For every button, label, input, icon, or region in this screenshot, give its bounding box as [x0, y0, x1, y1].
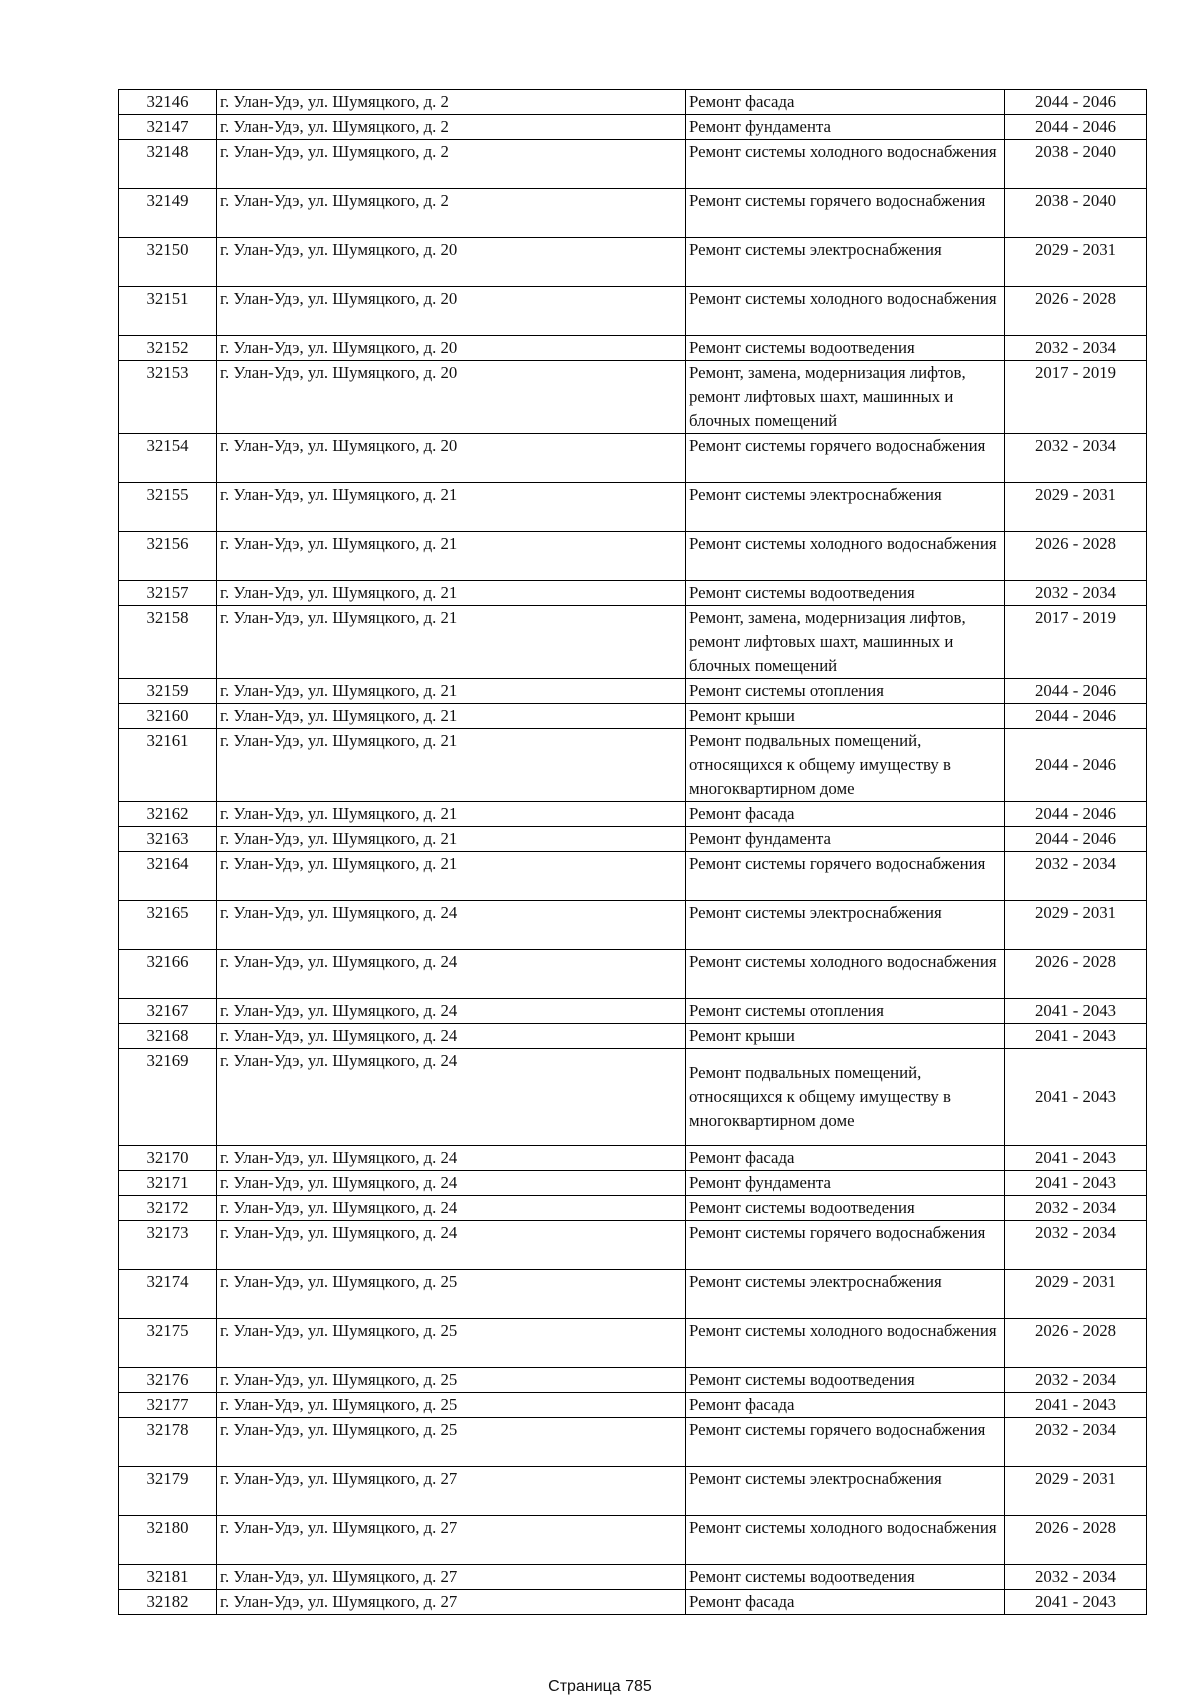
address-cell: г. Улан-Удэ, ул. Шумяцкого, д. 2 — [217, 140, 686, 189]
table-row — [119, 90, 1147, 115]
period-cell: 2038 - 2040 — [1005, 140, 1147, 189]
period-cell: 2038 - 2040 — [1005, 189, 1147, 238]
record-id-cell: 32165 — [119, 901, 217, 950]
record-id-cell: 32174 — [119, 1270, 217, 1319]
table-row — [119, 729, 1147, 802]
address-cell: г. Улан-Удэ, ул. Шумяцкого, д. 25 — [217, 1393, 686, 1418]
table-row — [119, 1024, 1147, 1049]
record-id-cell: 32176 — [119, 1368, 217, 1393]
work-type-cell: Ремонт системы горячего водоснабжения — [686, 189, 1005, 238]
table-row — [119, 852, 1147, 901]
record-id-cell: 32169 — [119, 1049, 217, 1146]
work-type-cell: Ремонт системы холодного водоснабжения — [686, 1319, 1005, 1368]
address-cell: г. Улан-Удэ, ул. Шумяцкого, д. 20 — [217, 287, 686, 336]
table-row — [119, 581, 1147, 606]
work-type-cell: Ремонт, замена, модернизация лифтов, ремонт лифтовых шахт, машинных и блочных помещений — [686, 606, 1005, 679]
work-type-cell: Ремонт крыши — [686, 1024, 1005, 1049]
work-type-cell: Ремонт системы отопления — [686, 999, 1005, 1024]
work-type-cell: Ремонт системы горячего водоснабжения — [686, 852, 1005, 901]
address-cell: г. Улан-Удэ, ул. Шумяцкого, д. 21 — [217, 483, 686, 532]
record-id-cell: 32155 — [119, 483, 217, 532]
address-cell: г. Улан-Удэ, ул. Шумяцкого, д. 27 — [217, 1590, 686, 1615]
address-cell: г. Улан-Удэ, ул. Шумяцкого, д. 21 — [217, 679, 686, 704]
work-type-cell: Ремонт фундамента — [686, 1171, 1005, 1196]
table-row — [119, 901, 1147, 950]
table-row — [119, 434, 1147, 483]
address-cell: г. Улан-Удэ, ул. Шумяцкого, д. 24 — [217, 950, 686, 999]
table-row — [119, 1270, 1147, 1319]
repair-schedule-table — [118, 89, 1147, 1615]
period-cell: 2026 - 2028 — [1005, 532, 1147, 581]
period-cell: 2041 - 2043 — [1005, 1393, 1147, 1418]
table-row — [119, 1516, 1147, 1565]
table-row — [119, 704, 1147, 729]
work-type-cell: Ремонт системы электроснабжения — [686, 483, 1005, 532]
period-cell: 2017 - 2019 — [1005, 606, 1147, 679]
period-cell: 2029 - 2031 — [1005, 483, 1147, 532]
period-cell: 2041 - 2043 — [1005, 1171, 1147, 1196]
record-id-cell: 32179 — [119, 1467, 217, 1516]
table-body — [119, 90, 1147, 1615]
work-type-cell: Ремонт системы электроснабжения — [686, 1467, 1005, 1516]
record-id-cell: 32147 — [119, 115, 217, 140]
table-row — [119, 336, 1147, 361]
table-row — [119, 1418, 1147, 1467]
record-id-cell: 32148 — [119, 140, 217, 189]
table-row — [119, 532, 1147, 581]
table-row — [119, 1171, 1147, 1196]
table-row — [119, 1467, 1147, 1516]
period-cell: 2026 - 2028 — [1005, 1516, 1147, 1565]
record-id-cell: 32163 — [119, 827, 217, 852]
address-cell: г. Улан-Удэ, ул. Шумяцкого, д. 20 — [217, 361, 686, 434]
work-type-cell: Ремонт подвальных помещений, относящихся к общему имуществу в многоквартирном доме — [686, 729, 1005, 802]
record-id-cell: 32166 — [119, 950, 217, 999]
period-cell: 2032 - 2034 — [1005, 1368, 1147, 1393]
period-cell: 2029 - 2031 — [1005, 238, 1147, 287]
period-cell: 2032 - 2034 — [1005, 852, 1147, 901]
work-type-cell: Ремонт фасада — [686, 1590, 1005, 1615]
address-cell: г. Улан-Удэ, ул. Шумяцкого, д. 2 — [217, 90, 686, 115]
table-row — [119, 1049, 1147, 1146]
address-cell: г. Улан-Удэ, ул. Шумяцкого, д. 24 — [217, 1171, 686, 1196]
period-cell: 2026 - 2028 — [1005, 950, 1147, 999]
work-type-cell: Ремонт системы холодного водоснабжения — [686, 287, 1005, 336]
table-row — [119, 1319, 1147, 1368]
table-row — [119, 189, 1147, 238]
table-row — [119, 1393, 1147, 1418]
period-cell: 2044 - 2046 — [1005, 704, 1147, 729]
record-id-cell: 32160 — [119, 704, 217, 729]
table-row — [119, 1196, 1147, 1221]
work-type-cell: Ремонт фасада — [686, 1146, 1005, 1171]
work-type-cell: Ремонт системы горячего водоснабжения — [686, 434, 1005, 483]
address-cell: г. Улан-Удэ, ул. Шумяцкого, д. 25 — [217, 1418, 686, 1467]
record-id-cell: 32149 — [119, 189, 217, 238]
work-type-cell: Ремонт системы водоотведения — [686, 1565, 1005, 1590]
address-cell: г. Улан-Удэ, ул. Шумяцкого, д. 24 — [217, 1221, 686, 1270]
address-cell: г. Улан-Удэ, ул. Шумяцкого, д. 20 — [217, 238, 686, 287]
record-id-cell: 32168 — [119, 1024, 217, 1049]
period-cell: 2032 - 2034 — [1005, 581, 1147, 606]
work-type-cell: Ремонт системы горячего водоснабжения — [686, 1418, 1005, 1467]
table-row — [119, 140, 1147, 189]
period-cell: 2044 - 2046 — [1005, 679, 1147, 704]
work-type-cell: Ремонт системы холодного водоснабжения — [686, 950, 1005, 999]
address-cell: г. Улан-Удэ, ул. Шумяцкого, д. 21 — [217, 827, 686, 852]
address-cell: г. Улан-Удэ, ул. Шумяцкого, д. 27 — [217, 1516, 686, 1565]
work-type-cell: Ремонт системы отопления — [686, 679, 1005, 704]
address-cell: г. Улан-Удэ, ул. Шумяцкого, д. 2 — [217, 115, 686, 140]
period-cell: 2032 - 2034 — [1005, 336, 1147, 361]
table-row — [119, 287, 1147, 336]
work-type-cell: Ремонт системы холодного водоснабжения — [686, 140, 1005, 189]
address-cell: г. Улан-Удэ, ул. Шумяцкого, д. 25 — [217, 1319, 686, 1368]
page-number-footer: Страница 785 — [548, 1678, 652, 1695]
record-id-cell: 32162 — [119, 802, 217, 827]
work-type-cell: Ремонт фасада — [686, 90, 1005, 115]
period-cell: 2044 - 2046 — [1005, 90, 1147, 115]
period-cell: 2032 - 2034 — [1005, 1565, 1147, 1590]
record-id-cell: 32170 — [119, 1146, 217, 1171]
work-type-cell: Ремонт фасада — [686, 1393, 1005, 1418]
table-row — [119, 238, 1147, 287]
address-cell: г. Улан-Удэ, ул. Шумяцкого, д. 27 — [217, 1565, 686, 1590]
record-id-cell: 32167 — [119, 999, 217, 1024]
work-type-cell: Ремонт крыши — [686, 704, 1005, 729]
record-id-cell: 32153 — [119, 361, 217, 434]
period-cell: 2041 - 2043 — [1005, 1146, 1147, 1171]
period-cell: 2041 - 2043 — [1005, 1590, 1147, 1615]
period-cell: 2032 - 2034 — [1005, 1418, 1147, 1467]
record-id-cell: 32151 — [119, 287, 217, 336]
period-cell: 2032 - 2034 — [1005, 1221, 1147, 1270]
address-cell: г. Улан-Удэ, ул. Шумяцкого, д. 21 — [217, 852, 686, 901]
period-cell: 2029 - 2031 — [1005, 1467, 1147, 1516]
work-type-cell: Ремонт системы горячего водоснабжения — [686, 1221, 1005, 1270]
record-id-cell: 32173 — [119, 1221, 217, 1270]
work-type-cell: Ремонт системы электроснабжения — [686, 238, 1005, 287]
address-cell: г. Улан-Удэ, ул. Шумяцкого, д. 20 — [217, 336, 686, 361]
table-row — [119, 679, 1147, 704]
record-id-cell: 32178 — [119, 1418, 217, 1467]
table-row — [119, 999, 1147, 1024]
work-type-cell: Ремонт фундамента — [686, 115, 1005, 140]
work-type-cell: Ремонт системы холодного водоснабжения — [686, 532, 1005, 581]
record-id-cell: 32158 — [119, 606, 217, 679]
address-cell: г. Улан-Удэ, ул. Шумяцкого, д. 25 — [217, 1270, 686, 1319]
record-id-cell: 32152 — [119, 336, 217, 361]
period-cell: 2017 - 2019 — [1005, 361, 1147, 434]
address-cell: г. Улан-Удэ, ул. Шумяцкого, д. 21 — [217, 532, 686, 581]
table-row — [119, 1368, 1147, 1393]
table-row — [119, 361, 1147, 434]
table-row — [119, 483, 1147, 532]
address-cell: г. Улан-Удэ, ул. Шумяцкого, д. 21 — [217, 704, 686, 729]
table-row — [119, 1221, 1147, 1270]
work-type-cell: Ремонт подвальных помещений, относящихся к общему имуществу в многоквартирном доме — [686, 1049, 1005, 1146]
work-type-cell: Ремонт системы водоотведения — [686, 1196, 1005, 1221]
record-id-cell: 32182 — [119, 1590, 217, 1615]
address-cell: г. Улан-Удэ, ул. Шумяцкого, д. 24 — [217, 1049, 686, 1146]
period-cell: 2026 - 2028 — [1005, 287, 1147, 336]
record-id-cell: 32161 — [119, 729, 217, 802]
period-cell: 2044 - 2046 — [1005, 802, 1147, 827]
address-cell: г. Улан-Удэ, ул. Шумяцкого, д. 25 — [217, 1368, 686, 1393]
address-cell: г. Улан-Удэ, ул. Шумяцкого, д. 24 — [217, 901, 686, 950]
work-type-cell: Ремонт системы электроснабжения — [686, 901, 1005, 950]
record-id-cell: 32175 — [119, 1319, 217, 1368]
period-cell: 2029 - 2031 — [1005, 1270, 1147, 1319]
record-id-cell: 32164 — [119, 852, 217, 901]
table-row — [119, 115, 1147, 140]
address-cell: г. Улан-Удэ, ул. Шумяцкого, д. 21 — [217, 729, 686, 802]
period-cell: 2026 - 2028 — [1005, 1319, 1147, 1368]
record-id-cell: 32146 — [119, 90, 217, 115]
record-id-cell: 32157 — [119, 581, 217, 606]
period-cell: 2032 - 2034 — [1005, 434, 1147, 483]
address-cell: г. Улан-Удэ, ул. Шумяцкого, д. 27 — [217, 1467, 686, 1516]
record-id-cell: 32180 — [119, 1516, 217, 1565]
work-type-cell: Ремонт системы водоотведения — [686, 336, 1005, 361]
address-cell: г. Улан-Удэ, ул. Шумяцкого, д. 21 — [217, 606, 686, 679]
period-cell: 2044 - 2046 — [1005, 115, 1147, 140]
work-type-cell: Ремонт фасада — [686, 802, 1005, 827]
table-row — [119, 950, 1147, 999]
table-row — [119, 802, 1147, 827]
record-id-cell: 32156 — [119, 532, 217, 581]
address-cell: г. Улан-Удэ, ул. Шумяцкого, д. 24 — [217, 1146, 686, 1171]
record-id-cell: 32159 — [119, 679, 217, 704]
record-id-cell: 32177 — [119, 1393, 217, 1418]
work-type-cell: Ремонт системы водоотведения — [686, 1368, 1005, 1393]
record-id-cell: 32150 — [119, 238, 217, 287]
table-row — [119, 1146, 1147, 1171]
period-cell: 2041 - 2043 — [1005, 999, 1147, 1024]
address-cell: г. Улан-Удэ, ул. Шумяцкого, д. 20 — [217, 434, 686, 483]
address-cell: г. Улан-Удэ, ул. Шумяцкого, д. 24 — [217, 1024, 686, 1049]
table-row — [119, 606, 1147, 679]
work-type-cell: Ремонт системы водоотведения — [686, 581, 1005, 606]
work-type-cell: Ремонт системы электроснабжения — [686, 1270, 1005, 1319]
address-cell: г. Улан-Удэ, ул. Шумяцкого, д. 24 — [217, 1196, 686, 1221]
table-row — [119, 1565, 1147, 1590]
address-cell: г. Улан-Удэ, ул. Шумяцкого, д. 21 — [217, 802, 686, 827]
work-type-cell: Ремонт фундамента — [686, 827, 1005, 852]
work-type-cell: Ремонт системы холодного водоснабжения — [686, 1516, 1005, 1565]
address-cell: г. Улан-Удэ, ул. Шумяцкого, д. 21 — [217, 581, 686, 606]
period-cell: 2041 - 2043 — [1005, 1049, 1147, 1146]
table-row — [119, 827, 1147, 852]
record-id-cell: 32171 — [119, 1171, 217, 1196]
period-cell: 2044 - 2046 — [1005, 729, 1147, 802]
address-cell: г. Улан-Удэ, ул. Шумяцкого, д. 2 — [217, 189, 686, 238]
period-cell: 2032 - 2034 — [1005, 1196, 1147, 1221]
table-row — [119, 1590, 1147, 1615]
address-cell: г. Улан-Удэ, ул. Шумяцкого, д. 24 — [217, 999, 686, 1024]
record-id-cell: 32181 — [119, 1565, 217, 1590]
work-type-cell: Ремонт, замена, модернизация лифтов, ремонт лифтовых шахт, машинных и блочных помещений — [686, 361, 1005, 434]
period-cell: 2029 - 2031 — [1005, 901, 1147, 950]
record-id-cell: 32172 — [119, 1196, 217, 1221]
period-cell: 2044 - 2046 — [1005, 827, 1147, 852]
period-cell: 2041 - 2043 — [1005, 1024, 1147, 1049]
record-id-cell: 32154 — [119, 434, 217, 483]
